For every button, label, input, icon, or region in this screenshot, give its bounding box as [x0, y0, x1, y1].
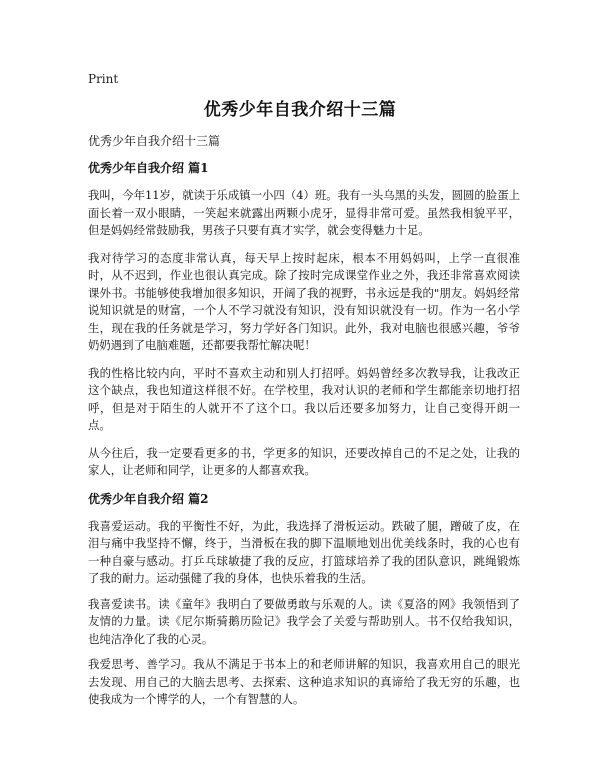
section-heading-2: 优秀少年自我介绍 篇2 [88, 491, 209, 506]
paragraph: 我爱思考、善学习。我从不满足于书本上的和老师讲解的知识，我喜欢用自己的眼光去发现、用自己的大脑去思考、去探索、这种追求知识的真谛给了我无穷的乐趣，也使我成为一个博学的人，一个有智慧的人。 [88, 657, 520, 706]
paragraph: 我叫，今年11岁，就读于乐成镇一小四（4）班。我有一头乌黑的头发，圆圆的脸蛋上面长着一双小眼睛，一笑起来就露出两颗小虎牙，显得非常可爱。虽然我相貌平平，但是妈妈经常鼓励我，男孩子只要有真才实学，就会变得魅力十足。 [88, 188, 520, 237]
paragraph: 我喜爱运动。我的平衡性不好，为此，我选择了滑板运动。跌破了腿，蹭破了皮，在泪与痛中我坚持不懈，终于，当滑板在我的脚下温顺地划出优美线条时，我的心也有一种自豪与感动。打乒乓球敏捷了我的反应，打篮球培养了我的团队意识，跳绳锻炼了我的耐力。运动强健了我的身体，也快乐着我的生活。 [88, 518, 520, 585]
document-body [88, 132, 520, 717]
intro-text: 优秀少年自我介绍十三篇 [88, 134, 221, 148]
page-title: 优秀少年自我介绍十三篇 [203, 100, 397, 120]
print-link[interactable]: Print [88, 72, 119, 86]
paragraph: 我对待学习的态度非常认真，每天早上按时起床，根本不用妈妈叫，上学一直很准时，从不迟到，作业也很认真完成。除了按时完成课堂作业之外，我还非常喜欢阅读课外书。书能够使我增加很多知识，开阔了我的视野，书永远是我的"朋友。妈妈经常说知识就是的财富，一个人不学习就没有知识，没有知识就没有一切。作为一名小学生，现在我的任务就是学习，努力学好各门知识。此外，我对电脑也很感兴趣，爷爷奶奶遇到了电脑难题，还都要我帮忙解决呢！ [88, 250, 520, 352]
paragraph: 我喜爱读书。读《童年》我明白了要做勇敢与乐观的人。读《夏洛的网》我领悟到了友情的力量。读《尼尔斯骑鹅历险记》我学会了关爱与帮助别人。书不仅给我知识，也纯洁净化了我的心灵。 [88, 596, 520, 646]
section-heading-1: 优秀少年自我介绍 篇1 [88, 161, 209, 175]
paragraph: 我的性格比较内向，平时不喜欢主动和别人打招呼。妈妈曾经多次教导我，让我改正这个缺点，我也知道这样很不好。在学校里，我对认识的老师和学生都能亲切地打招呼，但是对于陌生的人就开不了这个口。我以后还要多加努力，让自己变得开朗一点。 [88, 365, 520, 432]
paragraph: 从今往后，我一定要看更多的书，学更多的知识，还要改掉自己的不足之处，让我的家人，让老师和同学，让更多的人都喜欢我。 [88, 445, 520, 477]
